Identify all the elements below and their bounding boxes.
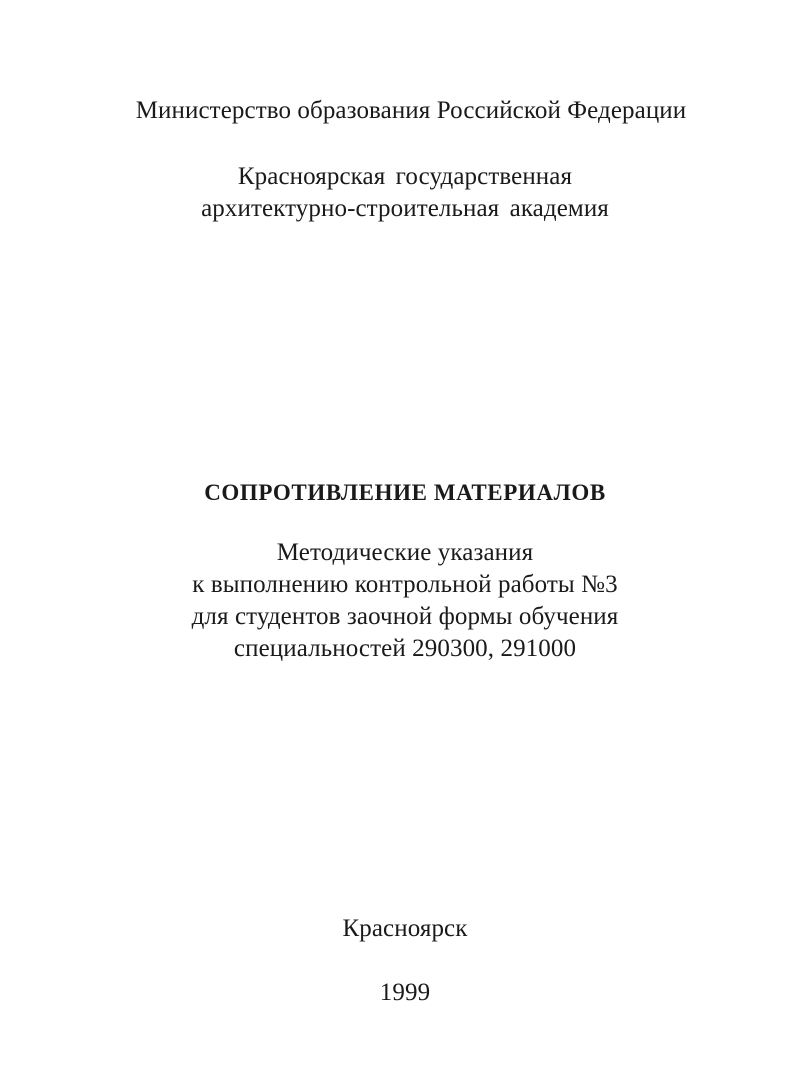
subtitle-line: специальностей 290300, 291000 [233, 635, 577, 662]
academy-name-line-2: архитектурно-строительная академия [201, 195, 609, 222]
subtitle-line: для студентов заочной формы обучения [191, 603, 619, 630]
document-title: СОПРОТИВЛЕНИЕ МАТЕРИАЛОВ [204, 480, 606, 505]
publication-city: Красноярск [342, 915, 468, 942]
academy-name-line-1: Красноярская государственная [237, 163, 573, 190]
ministry-name: Министерство образования Российской Федерации [135, 97, 687, 124]
publication-year: 1999 [379, 979, 431, 1006]
subtitle-line: Методические указания [276, 539, 534, 566]
subtitle-line: к выполнению контрольной работы №3 [192, 571, 618, 598]
